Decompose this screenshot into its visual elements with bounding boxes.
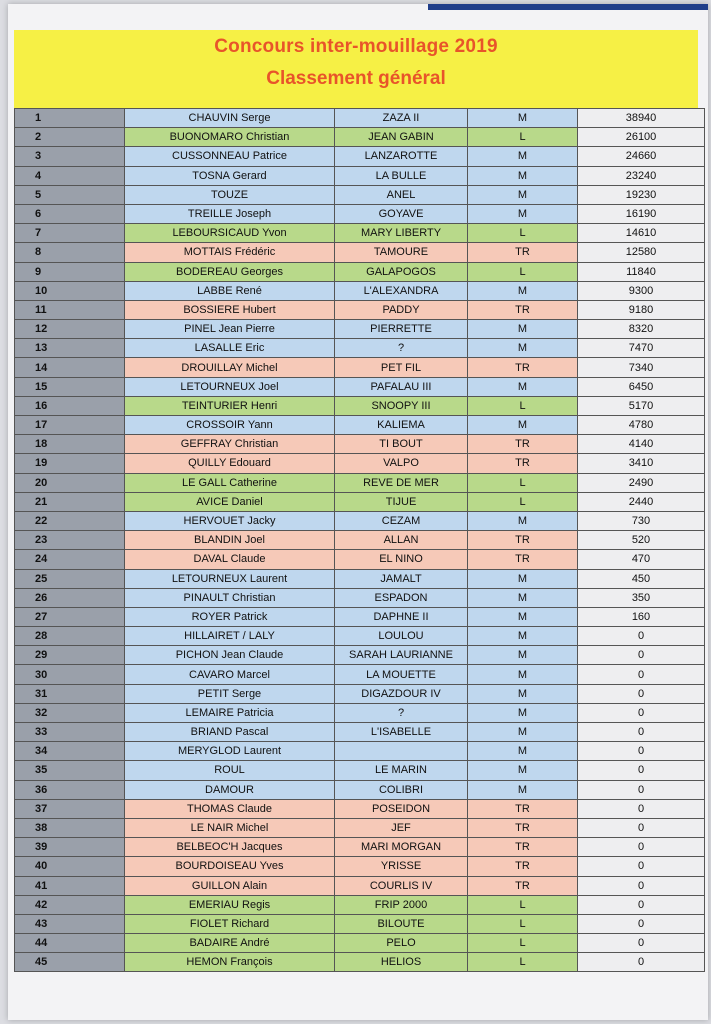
- top-edge-stripe: [428, 4, 708, 10]
- rank-cell: 19: [15, 454, 125, 473]
- points-cell: 0: [578, 627, 705, 646]
- points-cell: 450: [578, 569, 705, 588]
- rank-cell: 12: [15, 320, 125, 339]
- category-cell: M: [468, 339, 578, 358]
- table-row: [15, 224, 705, 243]
- points-cell: 12580: [578, 243, 705, 262]
- category-cell: M: [468, 416, 578, 435]
- skipper-name-cell: DROUILLAY Michel: [125, 358, 335, 377]
- category-cell: TR: [468, 799, 578, 818]
- skipper-name-cell: BRIAND Pascal: [125, 723, 335, 742]
- rank-cell: 42: [15, 895, 125, 914]
- table-row: [15, 109, 705, 128]
- skipper-name-cell: EMERIAU Regis: [125, 895, 335, 914]
- table-row: [15, 703, 705, 722]
- rank-cell: 25: [15, 569, 125, 588]
- category-cell: M: [468, 780, 578, 799]
- table-row: [15, 914, 705, 933]
- table-row: [15, 166, 705, 185]
- rank-cell: 10: [15, 281, 125, 300]
- rank-cell: 14: [15, 358, 125, 377]
- rank-cell: 26: [15, 588, 125, 607]
- table-row: [15, 339, 705, 358]
- table-row: [15, 511, 705, 530]
- category-cell: M: [468, 185, 578, 204]
- skipper-name-cell: BADAIRE André: [125, 934, 335, 953]
- boat-name-cell: SNOOPY III: [335, 396, 468, 415]
- points-cell: 8320: [578, 320, 705, 339]
- points-cell: 5170: [578, 396, 705, 415]
- ranking-table: [14, 108, 705, 972]
- skipper-name-cell: DAMOUR: [125, 780, 335, 799]
- skipper-name-cell: BLANDIN Joel: [125, 531, 335, 550]
- table-row: [15, 204, 705, 223]
- points-cell: 0: [578, 646, 705, 665]
- rank-cell: 1: [15, 109, 125, 128]
- boat-name-cell: ANEL: [335, 185, 468, 204]
- category-cell: M: [468, 742, 578, 761]
- points-cell: 0: [578, 761, 705, 780]
- points-cell: 0: [578, 914, 705, 933]
- points-cell: 23240: [578, 166, 705, 185]
- boat-name-cell: MARI MORGAN: [335, 838, 468, 857]
- table-row: [15, 761, 705, 780]
- points-cell: 7470: [578, 339, 705, 358]
- points-cell: 160: [578, 607, 705, 626]
- skipper-name-cell: GUILLON Alain: [125, 876, 335, 895]
- table-row: [15, 300, 705, 319]
- page-subtitle: Classement général: [266, 68, 446, 89]
- category-cell: M: [468, 588, 578, 607]
- points-cell: 26100: [578, 128, 705, 147]
- category-cell: TR: [468, 243, 578, 262]
- points-cell: 19230: [578, 185, 705, 204]
- rank-cell: 44: [15, 934, 125, 953]
- skipper-name-cell: MERYGLOD Laurent: [125, 742, 335, 761]
- points-cell: 2440: [578, 492, 705, 511]
- skipper-name-cell: BODEREAU Georges: [125, 262, 335, 281]
- table-row: [15, 185, 705, 204]
- skipper-name-cell: LE GALL Catherine: [125, 473, 335, 492]
- boat-name-cell: POSEIDON: [335, 799, 468, 818]
- rank-cell: 28: [15, 627, 125, 646]
- skipper-name-cell: BOSSIERE Hubert: [125, 300, 335, 319]
- points-cell: 0: [578, 838, 705, 857]
- rank-cell: 17: [15, 416, 125, 435]
- skipper-name-cell: DAVAL Claude: [125, 550, 335, 569]
- boat-name-cell: ZAZA II: [335, 109, 468, 128]
- points-cell: 0: [578, 799, 705, 818]
- boat-name-cell: BILOUTE: [335, 914, 468, 933]
- rank-cell: 33: [15, 723, 125, 742]
- points-cell: 0: [578, 780, 705, 799]
- table-row: [15, 780, 705, 799]
- category-cell: L: [468, 914, 578, 933]
- category-cell: TR: [468, 876, 578, 895]
- table-row: [15, 742, 705, 761]
- rank-cell: 15: [15, 377, 125, 396]
- category-cell: L: [468, 934, 578, 953]
- table-row: [15, 818, 705, 837]
- points-cell: 4140: [578, 435, 705, 454]
- skipper-name-cell: TOSNA Gerard: [125, 166, 335, 185]
- rank-cell: 20: [15, 473, 125, 492]
- rank-cell: 11: [15, 300, 125, 319]
- ranking-header: [14, 30, 698, 108]
- skipper-name-cell: AVICE Daniel: [125, 492, 335, 511]
- skipper-name-cell: LABBE René: [125, 281, 335, 300]
- boat-name-cell: PAFALAU III: [335, 377, 468, 396]
- points-cell: 0: [578, 934, 705, 953]
- skipper-name-cell: PICHON Jean Claude: [125, 646, 335, 665]
- points-cell: 0: [578, 742, 705, 761]
- boat-name-cell: HELIOS: [335, 953, 468, 972]
- table-row: [15, 857, 705, 876]
- points-cell: 0: [578, 953, 705, 972]
- skipper-name-cell: LASALLE Eric: [125, 339, 335, 358]
- table-row: [15, 799, 705, 818]
- table-row: [15, 531, 705, 550]
- table-row: [15, 569, 705, 588]
- skipper-name-cell: TREILLE Joseph: [125, 204, 335, 223]
- table-row: [15, 665, 705, 684]
- category-cell: TR: [468, 550, 578, 569]
- boat-name-cell: EL NINO: [335, 550, 468, 569]
- category-cell: M: [468, 511, 578, 530]
- category-cell: M: [468, 761, 578, 780]
- table-row: [15, 492, 705, 511]
- points-cell: 11840: [578, 262, 705, 281]
- category-cell: M: [468, 646, 578, 665]
- rank-cell: 18: [15, 435, 125, 454]
- boat-name-cell: JAMALT: [335, 569, 468, 588]
- skipper-name-cell: CHAUVIN Serge: [125, 109, 335, 128]
- skipper-name-cell: HILLAIRET / LALY: [125, 627, 335, 646]
- category-cell: L: [468, 396, 578, 415]
- boat-name-cell: JEF: [335, 818, 468, 837]
- rank-cell: 9: [15, 262, 125, 281]
- table-row: [15, 895, 705, 914]
- boat-name-cell: L'ISABELLE: [335, 723, 468, 742]
- points-cell: 14610: [578, 224, 705, 243]
- points-cell: 520: [578, 531, 705, 550]
- table-row: [15, 416, 705, 435]
- boat-name-cell: CEZAM: [335, 511, 468, 530]
- table-row: [15, 723, 705, 742]
- skipper-name-cell: HERVOUET Jacky: [125, 511, 335, 530]
- points-cell: 0: [578, 723, 705, 742]
- boat-name-cell: YRISSE: [335, 857, 468, 876]
- table-row: [15, 550, 705, 569]
- category-cell: TR: [468, 531, 578, 550]
- table-row: [15, 435, 705, 454]
- category-cell: M: [468, 723, 578, 742]
- category-cell: M: [468, 147, 578, 166]
- rank-cell: 7: [15, 224, 125, 243]
- rank-cell: 38: [15, 818, 125, 837]
- category-cell: TR: [468, 838, 578, 857]
- rank-cell: 36: [15, 780, 125, 799]
- table-row: [15, 358, 705, 377]
- table-row: [15, 607, 705, 626]
- category-cell: M: [468, 569, 578, 588]
- rank-cell: 3: [15, 147, 125, 166]
- rank-cell: 31: [15, 684, 125, 703]
- table-row: [15, 934, 705, 953]
- points-cell: 38940: [578, 109, 705, 128]
- category-cell: TR: [468, 435, 578, 454]
- boat-name-cell: TIJUE: [335, 492, 468, 511]
- points-cell: 0: [578, 876, 705, 895]
- skipper-name-cell: TEINTURIER Henri: [125, 396, 335, 415]
- table-row: [15, 377, 705, 396]
- rank-cell: 34: [15, 742, 125, 761]
- category-cell: TR: [468, 857, 578, 876]
- rank-cell: 30: [15, 665, 125, 684]
- boat-name-cell: LA BULLE: [335, 166, 468, 185]
- boat-name-cell: GALAPOGOS: [335, 262, 468, 281]
- table-row: [15, 320, 705, 339]
- points-cell: 0: [578, 895, 705, 914]
- table-row: [15, 262, 705, 281]
- rank-cell: 6: [15, 204, 125, 223]
- points-cell: 16190: [578, 204, 705, 223]
- points-cell: 730: [578, 511, 705, 530]
- boat-name-cell: PELO: [335, 934, 468, 953]
- rank-cell: 27: [15, 607, 125, 626]
- skipper-name-cell: BOURDOISEAU Yves: [125, 857, 335, 876]
- boat-name-cell: VALPO: [335, 454, 468, 473]
- table-row: [15, 876, 705, 895]
- table-row: [15, 953, 705, 972]
- points-cell: 9300: [578, 281, 705, 300]
- boat-name-cell: ?: [335, 339, 468, 358]
- boat-name-cell: DAPHNE II: [335, 607, 468, 626]
- skipper-name-cell: CROSSOIR Yann: [125, 416, 335, 435]
- table-row: [15, 588, 705, 607]
- category-cell: L: [468, 953, 578, 972]
- table-row: [15, 396, 705, 415]
- points-cell: 0: [578, 857, 705, 876]
- table-row: [15, 147, 705, 166]
- rank-cell: 2: [15, 128, 125, 147]
- rank-cell: 21: [15, 492, 125, 511]
- rank-cell: 35: [15, 761, 125, 780]
- ranking-rows: [15, 109, 705, 972]
- category-cell: M: [468, 627, 578, 646]
- rank-cell: 8: [15, 243, 125, 262]
- rank-cell: 45: [15, 953, 125, 972]
- boat-name-cell: KALIEMA: [335, 416, 468, 435]
- skipper-name-cell: ROYER Patrick: [125, 607, 335, 626]
- category-cell: M: [468, 684, 578, 703]
- points-cell: 6450: [578, 377, 705, 396]
- boat-name-cell: L'ALEXANDRA: [335, 281, 468, 300]
- skipper-name-cell: PINAULT Christian: [125, 588, 335, 607]
- points-cell: 24660: [578, 147, 705, 166]
- category-cell: L: [468, 895, 578, 914]
- points-cell: 3410: [578, 454, 705, 473]
- skipper-name-cell: FIOLET Richard: [125, 914, 335, 933]
- points-cell: 0: [578, 818, 705, 837]
- points-cell: 9180: [578, 300, 705, 319]
- points-cell: 4780: [578, 416, 705, 435]
- category-cell: TR: [468, 300, 578, 319]
- category-cell: TR: [468, 454, 578, 473]
- rank-cell: 40: [15, 857, 125, 876]
- points-cell: 350: [578, 588, 705, 607]
- points-cell: 0: [578, 665, 705, 684]
- rank-cell: 4: [15, 166, 125, 185]
- skipper-name-cell: LEBOURSICAUD Yvon: [125, 224, 335, 243]
- category-cell: TR: [468, 818, 578, 837]
- skipper-name-cell: PINEL Jean Pierre: [125, 320, 335, 339]
- category-cell: M: [468, 109, 578, 128]
- boat-name-cell: COLIBRI: [335, 780, 468, 799]
- points-cell: 0: [578, 684, 705, 703]
- boat-name-cell: [335, 742, 468, 761]
- rank-cell: 22: [15, 511, 125, 530]
- category-cell: M: [468, 377, 578, 396]
- rank-cell: 23: [15, 531, 125, 550]
- boat-name-cell: REVE DE MER: [335, 473, 468, 492]
- paper-sheet: [8, 4, 708, 1020]
- boat-name-cell: ESPADON: [335, 588, 468, 607]
- boat-name-cell: ALLAN: [335, 531, 468, 550]
- boat-name-cell: JEAN GABIN: [335, 128, 468, 147]
- table-row: [15, 281, 705, 300]
- points-cell: 2490: [578, 473, 705, 492]
- boat-name-cell: TAMOURE: [335, 243, 468, 262]
- skipper-name-cell: QUILLY Edouard: [125, 454, 335, 473]
- category-cell: M: [468, 665, 578, 684]
- rank-cell: 13: [15, 339, 125, 358]
- rank-cell: 41: [15, 876, 125, 895]
- category-cell: L: [468, 224, 578, 243]
- boat-name-cell: LANZAROTTE: [335, 147, 468, 166]
- category-cell: M: [468, 320, 578, 339]
- boat-name-cell: LA MOUETTE: [335, 665, 468, 684]
- points-cell: 7340: [578, 358, 705, 377]
- category-cell: M: [468, 281, 578, 300]
- boat-name-cell: PET FIL: [335, 358, 468, 377]
- rank-cell: 37: [15, 799, 125, 818]
- rank-cell: 39: [15, 838, 125, 857]
- skipper-name-cell: MOTTAIS Frédéric: [125, 243, 335, 262]
- table-row: [15, 684, 705, 703]
- boat-name-cell: TI BOUT: [335, 435, 468, 454]
- skipper-name-cell: TOUZE: [125, 185, 335, 204]
- rank-cell: 29: [15, 646, 125, 665]
- skipper-name-cell: LETOURNEUX Joel: [125, 377, 335, 396]
- category-cell: M: [468, 204, 578, 223]
- boat-name-cell: DIGAZDOUR IV: [335, 684, 468, 703]
- skipper-name-cell: BUONOMARO Christian: [125, 128, 335, 147]
- category-cell: M: [468, 607, 578, 626]
- table-row: [15, 627, 705, 646]
- points-cell: 470: [578, 550, 705, 569]
- boat-name-cell: MARY LIBERTY: [335, 224, 468, 243]
- boat-name-cell: LOULOU: [335, 627, 468, 646]
- rank-cell: 5: [15, 185, 125, 204]
- boat-name-cell: SARAH LAURIANNE: [335, 646, 468, 665]
- skipper-name-cell: CUSSONNEAU Patrice: [125, 147, 335, 166]
- skipper-name-cell: ROUL: [125, 761, 335, 780]
- skipper-name-cell: PETIT Serge: [125, 684, 335, 703]
- category-cell: L: [468, 492, 578, 511]
- category-cell: L: [468, 473, 578, 492]
- skipper-name-cell: LE NAIR Michel: [125, 818, 335, 837]
- table-row: [15, 243, 705, 262]
- page-title: Concours inter-mouillage 2019: [214, 36, 498, 57]
- skipper-name-cell: THOMAS Claude: [125, 799, 335, 818]
- skipper-name-cell: LEMAIRE Patricia: [125, 703, 335, 722]
- boat-name-cell: GOYAVE: [335, 204, 468, 223]
- boat-name-cell: COURLIS IV: [335, 876, 468, 895]
- boat-name-cell: ?: [335, 703, 468, 722]
- boat-name-cell: LE MARIN: [335, 761, 468, 780]
- skipper-name-cell: HEMON François: [125, 953, 335, 972]
- rank-cell: 24: [15, 550, 125, 569]
- category-cell: M: [468, 166, 578, 185]
- table-row: [15, 473, 705, 492]
- points-cell: 0: [578, 703, 705, 722]
- table-row: [15, 646, 705, 665]
- table-row: [15, 838, 705, 857]
- rank-cell: 43: [15, 914, 125, 933]
- rank-cell: 32: [15, 703, 125, 722]
- skipper-name-cell: CAVARO Marcel: [125, 665, 335, 684]
- skipper-name-cell: BELBEOC'H Jacques: [125, 838, 335, 857]
- rank-cell: 16: [15, 396, 125, 415]
- category-cell: TR: [468, 358, 578, 377]
- skipper-name-cell: GEFFRAY Christian: [125, 435, 335, 454]
- skipper-name-cell: LETOURNEUX Laurent: [125, 569, 335, 588]
- category-cell: M: [468, 703, 578, 722]
- table-row: [15, 128, 705, 147]
- boat-name-cell: PADDY: [335, 300, 468, 319]
- table-row: [15, 454, 705, 473]
- category-cell: L: [468, 262, 578, 281]
- category-cell: L: [468, 128, 578, 147]
- boat-name-cell: PIERRETTE: [335, 320, 468, 339]
- boat-name-cell: FRIP 2000: [335, 895, 468, 914]
